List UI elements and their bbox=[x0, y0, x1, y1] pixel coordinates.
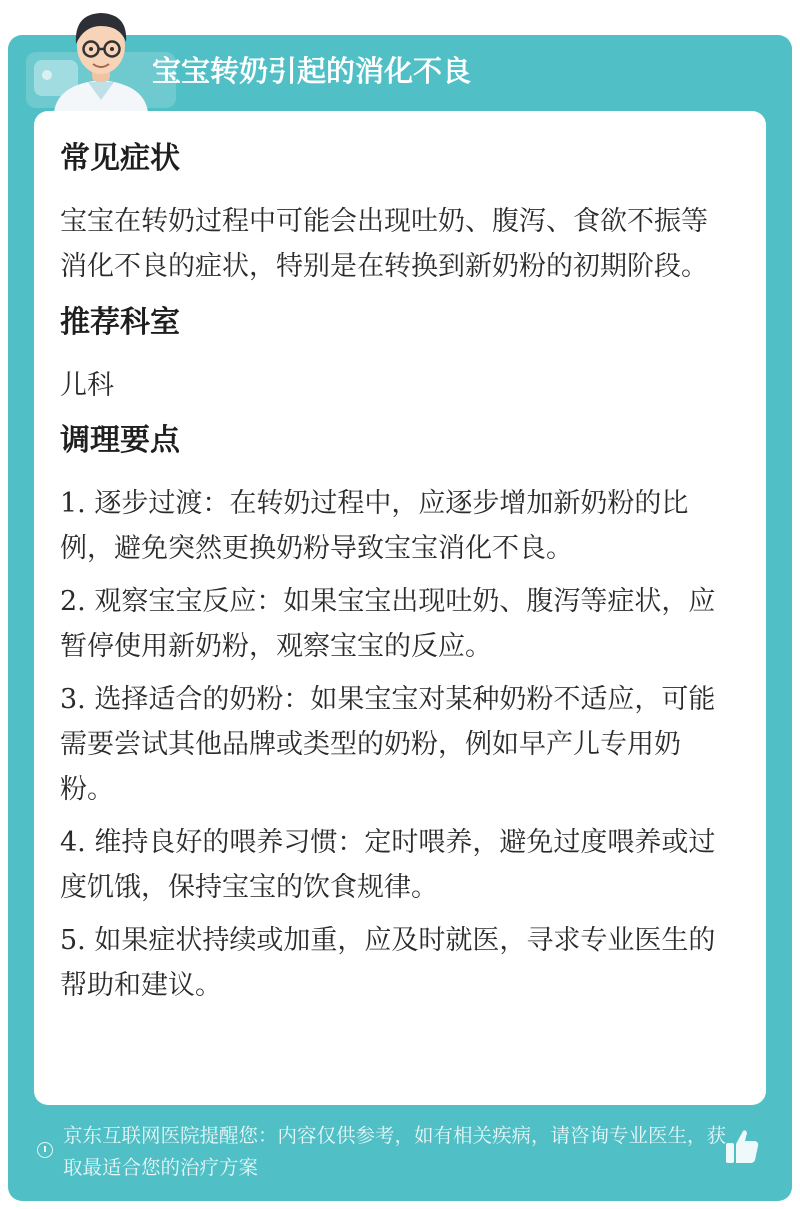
tip-text: 如果症状持续或加重，应及时就医，寻求专业医生的帮助和建议。 bbox=[60, 925, 716, 1001]
care-tip-item bbox=[60, 677, 725, 812]
content-card bbox=[34, 111, 766, 1105]
tip-text: 维持良好的喂养习惯：定时喂养，避免过度喂养或过度饥饿，保持宝宝的饮食规律。 bbox=[60, 827, 716, 903]
tip-number: 5. bbox=[60, 925, 86, 956]
section-title-department: 推荐科室 bbox=[60, 305, 180, 340]
thumbs-up-icon[interactable] bbox=[724, 1127, 760, 1165]
section-title-symptoms: 常见症状 bbox=[60, 141, 180, 176]
info-icon bbox=[37, 1142, 53, 1158]
care-tip-item bbox=[60, 918, 725, 1008]
footer-disclaimer: 京东互联网医院提醒您：内容仅供参考，如有相关疾病，请咨询专业医生，获取最适合您的治疗方案 bbox=[63, 1124, 727, 1179]
tip-number: 4. bbox=[60, 827, 86, 858]
section-title-care-tips: 调理要点 bbox=[60, 423, 180, 458]
tip-number: 1. bbox=[60, 488, 86, 519]
tip-number: 2. bbox=[60, 586, 86, 617]
tip-text: 观察宝宝反应：如果宝宝出现吐奶、腹泻等症状，应暂停使用新奶粉，观察宝宝的反应。 bbox=[60, 586, 716, 662]
page-title: 宝宝转奶引起的消化不良 bbox=[152, 54, 472, 88]
department-text: 儿科 bbox=[60, 370, 114, 401]
care-tip-item bbox=[60, 820, 725, 910]
symptoms-text: 宝宝在转奶过程中可能会出现吐奶、腹泻、食欲不振等消化不良的症状，特别是在转换到新奶粉的初期阶段。 bbox=[60, 206, 708, 282]
doctor-avatar bbox=[46, 4, 156, 112]
care-tip-item bbox=[60, 481, 725, 571]
care-tip-item bbox=[60, 579, 725, 669]
tip-text: 逐步过渡：在转奶过程中，应逐步增加新奶粉的比例，避免突然更换奶粉导致宝宝消化不良。 bbox=[60, 488, 689, 564]
tip-text: 选择适合的奶粉：如果宝宝对某种奶粉不适应，可能需要尝试其他品牌或类型的奶粉，例如早产儿专用奶粉。 bbox=[60, 684, 716, 805]
tip-number: 3. bbox=[60, 684, 86, 715]
